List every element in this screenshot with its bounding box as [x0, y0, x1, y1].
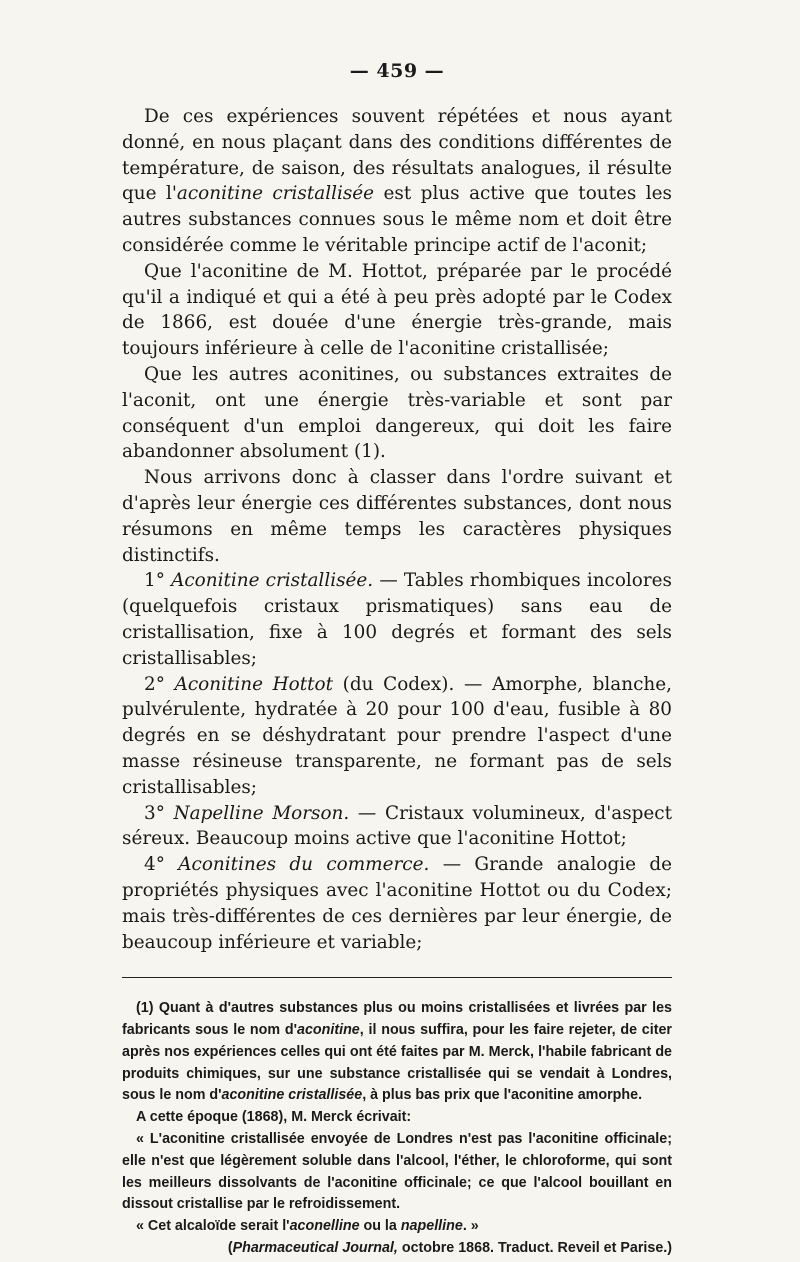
italic-text: Aconitine cristallisée.	[171, 570, 374, 592]
page-number: — 459 —	[349, 60, 445, 82]
paragraph	[122, 104, 672, 259]
paragraph	[122, 259, 672, 362]
text-run: 3°	[144, 802, 174, 824]
text-run: (du Codex). — Amorphe, blanche, pulvérulente, hydratée à 20 pour 100 d'eau, fusible à 80 degrés en se déshydratant pour prendre l'aspect d'une masse résineuse transparente, ne formant pas de sels cristallisables;	[122, 673, 672, 798]
text-run: est plus active que toutes les autres substances connues sous le même nom et doit être considérée comme le véritable principe actif de l'aconit;	[122, 183, 672, 256]
text-run: (	[227, 1240, 233, 1257]
text-run: ou la	[359, 1218, 401, 1235]
italic-text: aconitine cristallisée	[176, 183, 375, 205]
italic-text: aconitine cristallisée	[221, 1087, 363, 1104]
footnote-paragraph	[122, 1238, 672, 1260]
text-run: 1°	[144, 570, 172, 592]
text-run: 4°	[144, 854, 179, 876]
text-run: , à plus bas prix que l'aconitine amorphe.	[362, 1087, 643, 1104]
italic-text: napelline	[400, 1218, 463, 1235]
text-run: — Cristaux volumineux, d'aspect séreux. Beaucoup moins active que l'aconitine Hottot;	[122, 802, 672, 850]
footnote-paragraph	[122, 1216, 672, 1238]
text-run: Que l'aconitine de M. Hottot, préparée par le procédé qu'il a indiqué et qui a été à peu près adopté par le Codex de 1866, est douée d'une énergie très-grande, mais toujours inférieure à celle de l'aconitine cristallisée;	[122, 260, 672, 360]
italic-text: Aconitine Hottot	[174, 673, 333, 695]
paragraph	[122, 362, 672, 465]
paragraph	[122, 568, 672, 671]
footnotes	[122, 998, 672, 1260]
text-run: « L'aconitine cristallisée envoyée de Londres n'est pas l'aconitine officinale; elle n'est que légèrement soluble dans l'alcool, l'éther, le chloroforme, qui sont les meilleurs dissolvants de l'aconitine officinale; ce que l'alcool bouillant en dissout cristallise par le refroidissement.	[122, 1131, 672, 1213]
footnote-paragraph	[122, 998, 672, 1107]
main-text	[122, 104, 672, 955]
text-run: (1) Quant à d'autres substances plus ou moins cristallisées et livrées par les fabricants sous le nom d'	[122, 1000, 672, 1039]
text-run: , il nous suffira, pour les faire rejeter, de citer après nos expériences celles qui ont été faites par M. Merck, l'habile fabricant de produits chimiques, sur une substance cristallisée qui se vendait à Londres, sous le nom d'	[122, 1022, 672, 1104]
italic-text: Napelline Morson.	[173, 802, 350, 824]
text-run: 2°	[144, 673, 175, 695]
footnote-separator	[122, 977, 672, 978]
italic-text: Pharmaceutical Journal,	[232, 1240, 398, 1257]
paragraph	[122, 465, 672, 568]
text-run: Que les autres aconitines, ou substances extraites de l'aconit, ont une énergie très-variable et sont par conséquent d'un emploi dangereux, qui doit les faire abandonner absolument (1).	[122, 363, 672, 463]
italic-text: aconitine	[297, 1022, 360, 1039]
text-run: — Tables rhombiques incolores (quelquefois cristaux prismatiques) sans eau de cristallisation, fixe à 100 degrés et formant des sels cristallisables;	[122, 570, 672, 669]
paragraph	[122, 852, 672, 955]
italic-text: aconelline	[289, 1218, 360, 1235]
text-run: A cette époque (1868), M. Merck écrivait:	[136, 1109, 412, 1126]
text-run: Nous arrivons donc à classer dans l'ordre suivant et d'après leur énergie ces différentes substances, dont nous résumons en même temps les caractères physiques distinctifs.	[122, 467, 672, 566]
paragraph	[122, 801, 672, 853]
paragraph	[122, 672, 672, 801]
text-run: . »	[462, 1218, 479, 1235]
text-run: octobre 1868. Traduct. Reveil et Parise.)	[397, 1240, 672, 1257]
text-run: — Grande analogie de propriétés physiques avec l'aconitine Hottot ou du Codex; mais très-différentes de ces dernières par leur énergie, de beaucoup inférieure et variable;	[122, 854, 672, 953]
text-run: « Cet alcaloïde serait l'	[136, 1218, 290, 1235]
italic-text: Aconitines du commerce.	[178, 854, 430, 876]
footnote-paragraph	[122, 1129, 672, 1216]
footnote-paragraph	[122, 1107, 672, 1129]
text-run: De ces expériences souvent répétées et nous ayant donné, en nous plaçant dans des conditions différentes de température, de saison, des résultats analogues, il résulte que l'	[122, 106, 672, 205]
